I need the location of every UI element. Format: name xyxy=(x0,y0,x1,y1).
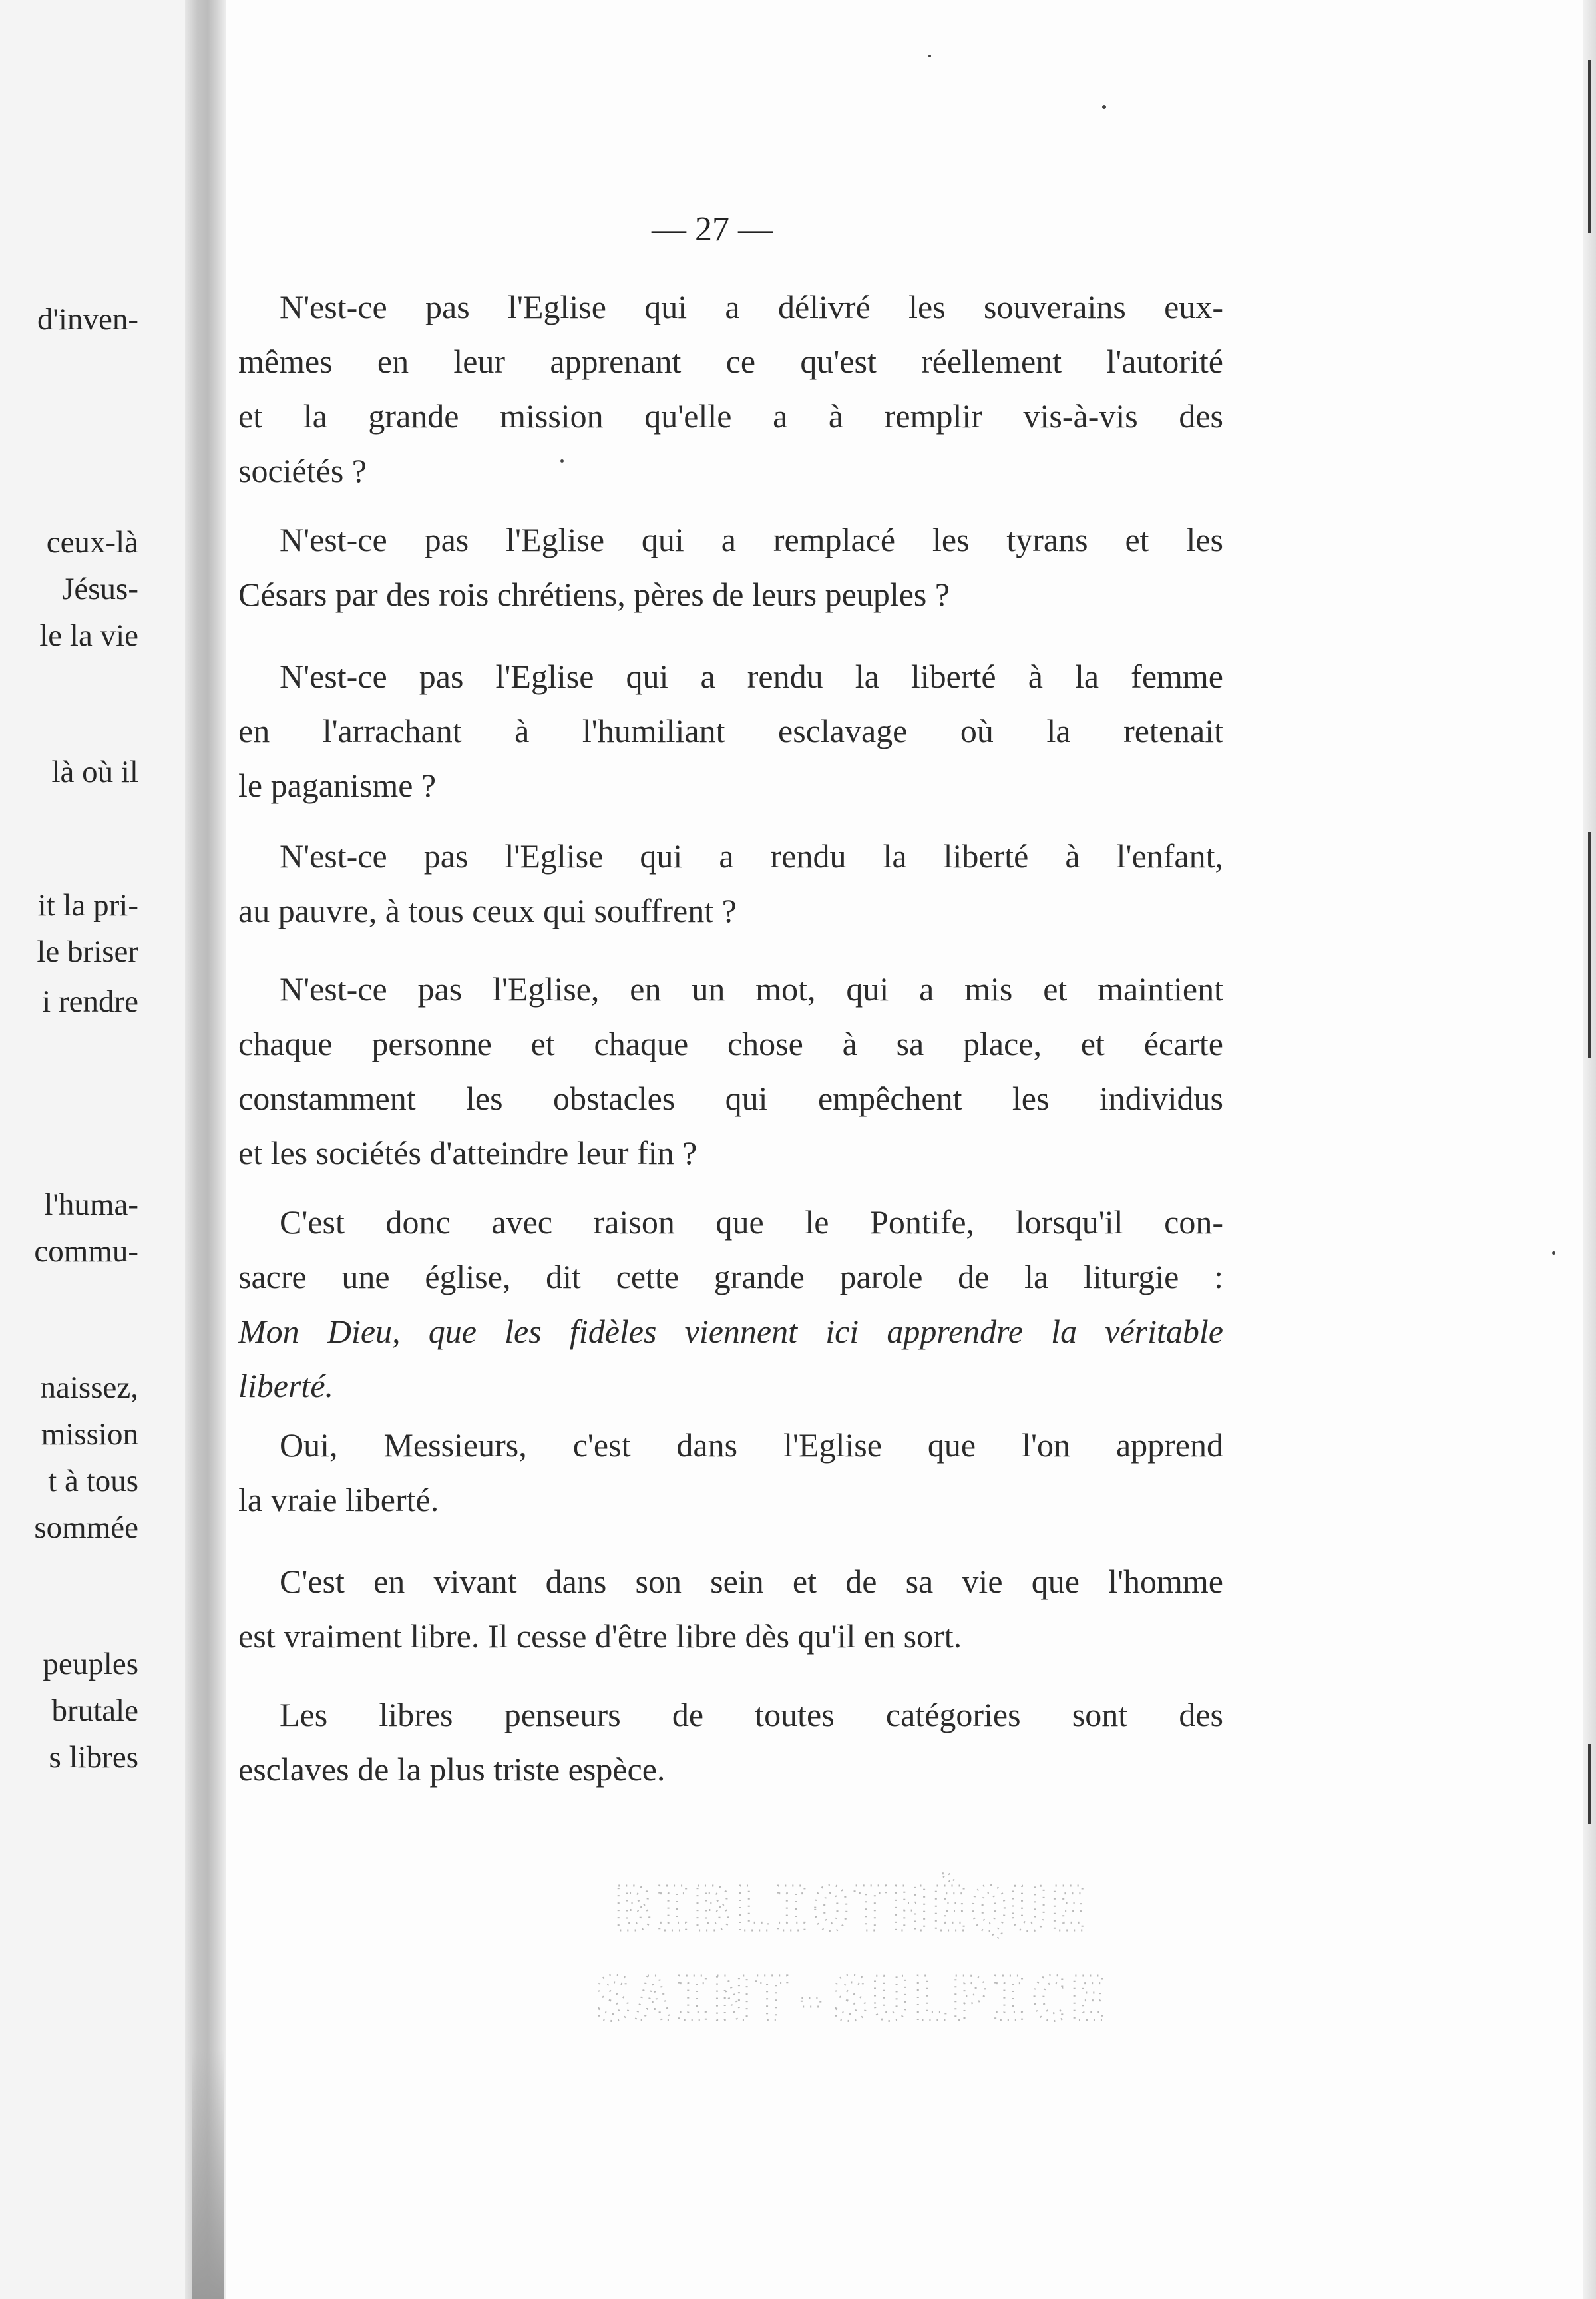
text-line: N'est-ce pas l'Eglise qui a remplacé les tyrans et les xyxy=(280,521,1223,558)
text-line: en l'arrachant à l'humiliant esclavage où la retenait xyxy=(238,712,1223,749)
text-line: N'est-ce pas l'Eglise qui a délivré les souverains eux- xyxy=(280,288,1223,325)
text-line: Oui, Messieurs, c'est dans l'Eglise que l'on apprend xyxy=(280,1426,1223,1464)
left-page-line: commu- xyxy=(34,1234,138,1269)
left-page-line: i rendre xyxy=(42,984,138,1019)
text-line: N'est-ce pas l'Eglise qui a rendu la liberté à l'enfant, xyxy=(280,837,1223,875)
text-line: mêmes en leur apprenant ce qu'est réellement l'autorité xyxy=(238,343,1223,380)
text-line: constamment les obstacles qui empêchent les individus xyxy=(238,1080,1223,1117)
left-page-line: sommée xyxy=(34,1510,138,1545)
text-line: et la grande mission qu'elle a à remplir vis-à-vis des xyxy=(238,397,1223,435)
text-line: sociétés ? xyxy=(238,452,367,489)
text-line: Césars par des rois chrétiens, pères de leurs peuples ? xyxy=(238,576,950,613)
paragraph xyxy=(238,280,1223,498)
text-line: sacre une église, dit cette grande parole de la liturgie : xyxy=(238,1258,1223,1295)
perforated-library-stamp xyxy=(552,1857,1151,2050)
paragraph xyxy=(238,649,1223,813)
paragraph xyxy=(238,1418,1223,1527)
book-gutter xyxy=(185,0,226,2299)
left-page-line: it la pri- xyxy=(37,888,138,923)
gutter-shadow xyxy=(192,2050,224,2299)
text-line: et les sociétés d'atteindre leur fin ? xyxy=(238,1134,698,1171)
paragraph xyxy=(238,513,1223,622)
left-facing-page xyxy=(0,0,186,2299)
paragraph xyxy=(238,1687,1223,1796)
left-page-line: peuples xyxy=(43,1647,138,1681)
paragraph xyxy=(238,829,1223,938)
liturgy-quote-line: liberté. xyxy=(238,1367,334,1404)
left-page-line: mission xyxy=(41,1417,138,1452)
page-edge-mark xyxy=(1588,60,1591,233)
left-page-line: t à tous xyxy=(48,1464,138,1498)
left-page-line: ceux-là xyxy=(46,525,138,560)
text-line: chaque personne et chaque chose à sa place, et écarte xyxy=(238,1025,1223,1062)
left-page-line: naissez, xyxy=(40,1370,138,1405)
page-edge-mark xyxy=(1588,1744,1591,1824)
text-line: N'est-ce pas l'Eglise qui a rendu la liberté à la femme xyxy=(280,658,1223,695)
text-line: est vraiment libre. Il cesse d'être libre dès qu'il en sort. xyxy=(238,1617,962,1655)
page-edge xyxy=(1583,0,1596,2299)
left-page-line: brutale xyxy=(51,1693,138,1728)
left-page-line: l'huma- xyxy=(44,1187,138,1222)
text-line: la vraie liberté. xyxy=(238,1481,439,1518)
paragraph xyxy=(238,962,1223,1180)
scan-speck xyxy=(1102,105,1106,109)
page-number: — 27 — xyxy=(652,210,773,248)
scan-speck xyxy=(928,55,931,57)
text-line: le paganisme ? xyxy=(238,767,437,804)
left-page-line: là où il xyxy=(51,755,138,789)
left-page-line: le briser xyxy=(37,935,138,969)
text-line: Les libres penseurs de toutes catégories sont des xyxy=(280,1696,1223,1733)
scan-speck xyxy=(1552,1251,1555,1255)
paragraph xyxy=(238,1195,1223,1413)
paragraph xyxy=(238,1554,1223,1663)
text-line: au pauvre, à tous ceux qui souffrent ? xyxy=(238,892,737,929)
text-line: N'est-ce pas l'Eglise, en un mot, qui a mis et maintient xyxy=(280,970,1223,1008)
left-page-line: s libres xyxy=(49,1740,138,1775)
stamp-line: BIBLIOTHÈQUE xyxy=(614,1874,1090,1945)
stamp-line: SAINT-SULPICE xyxy=(594,1964,1109,2035)
text-line: C'est en vivant dans son sein et de sa vie que l'homme xyxy=(280,1563,1223,1600)
left-page-line: d'inven- xyxy=(37,302,138,337)
left-page-line: le la vie xyxy=(39,618,138,653)
page-edge-mark xyxy=(1588,832,1591,1058)
liturgy-quote-line: Mon Dieu, que les fidèles viennent ici apprendre la véritable xyxy=(238,1313,1223,1350)
scan-speck xyxy=(560,459,564,463)
left-page-line: Jésus- xyxy=(62,572,138,606)
text-line: esclaves de la plus triste espèce. xyxy=(238,1751,666,1788)
text-line: C'est donc avec raison que le Pontife, lorsqu'il con- xyxy=(280,1203,1223,1241)
